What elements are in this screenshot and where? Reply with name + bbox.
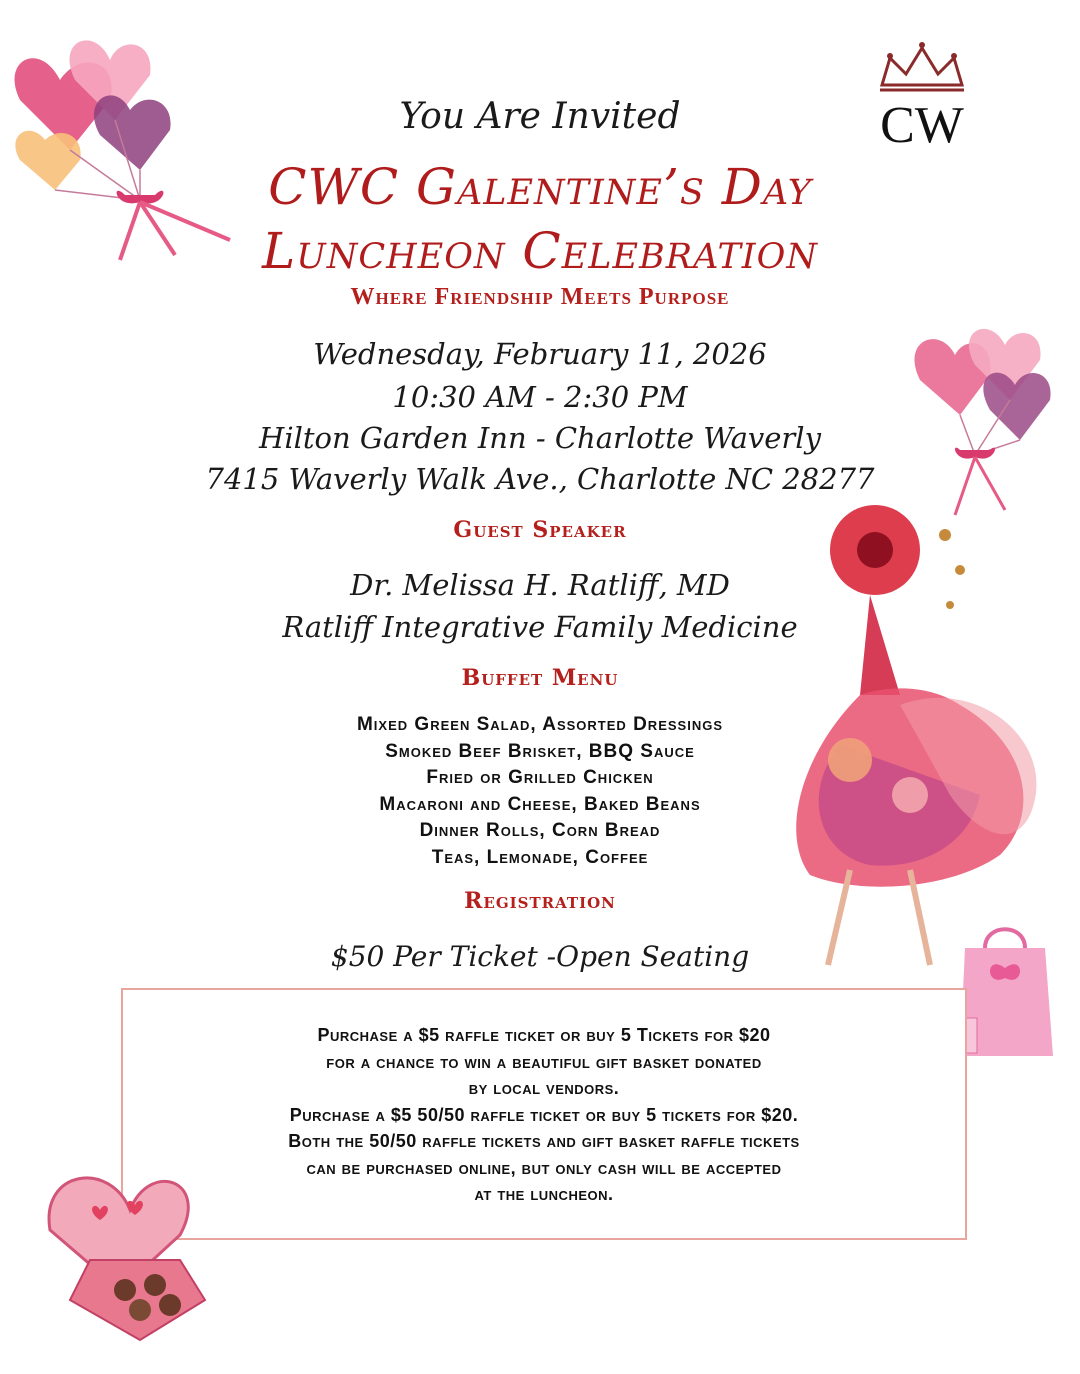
speaker-name: Dr. Melissa H. Ratliff, MD	[350, 568, 730, 602]
menu-list	[0, 712, 1080, 871]
speaker-organization: Ratliff Integrative Family Medicine	[282, 610, 798, 644]
menu-item: Mixed Green Salad, Assorted Dressings	[356, 714, 723, 735]
event-title-line1: CWC Galentine’s Day	[268, 158, 812, 216]
event-venue: Hilton Garden Inn - Charlotte Waverly	[259, 421, 821, 455]
crown-icon	[880, 42, 964, 90]
event-title-line2: Luncheon Celebration	[262, 222, 818, 280]
event-date: Wednesday, February 11, 2026	[313, 337, 767, 371]
menu-item: Smoked Beef Brisket, BBQ Sauce	[385, 740, 695, 762]
raffle-line: can be purchased online, but only cash will be accepted	[306, 1157, 782, 1178]
raffle-line: Purchase a $5 50/50 raffle ticket or buy 5 tickets for $20.	[289, 1104, 799, 1125]
event-address: 7415 Waverly Walk Ave., Charlotte NC 28277	[205, 462, 875, 496]
raffle-line: for a chance to win a beautiful gift basket donated	[326, 1051, 762, 1072]
raffle-text	[121, 1022, 967, 1208]
raffle-line: by local vendors.	[468, 1078, 620, 1098]
menu-item: Dinner Rolls, Corn Bread	[419, 820, 661, 841]
speaker-heading: Guest Speaker	[453, 517, 627, 543]
raffle-line: Purchase a $5 raffle ticket or buy 5 Tickets for $20	[317, 1025, 771, 1045]
tagline: Where Friendship Meets Purpose	[350, 284, 730, 310]
menu-heading: Buffet Menu	[461, 665, 619, 691]
ticket-price: $50 Per Ticket -Open Seating	[330, 940, 750, 973]
menu-item: Macaroni and Cheese, Baked Beans	[379, 793, 701, 815]
invite-heading: You Are Invited	[399, 96, 681, 137]
menu-item: Fried or Grilled Chicken	[426, 767, 654, 788]
raffle-line: at the luncheon.	[474, 1184, 614, 1204]
raffle-line: Both the 50/50 raffle tickets and gift basket raffle tickets	[288, 1131, 800, 1151]
svg-text:CW: CW	[880, 97, 964, 150]
event-time: 10:30 AM - 2:30 PM	[392, 380, 688, 414]
menu-item: Teas, Lemonade, Coffee	[431, 846, 649, 868]
registration-heading: Registration	[464, 888, 616, 914]
